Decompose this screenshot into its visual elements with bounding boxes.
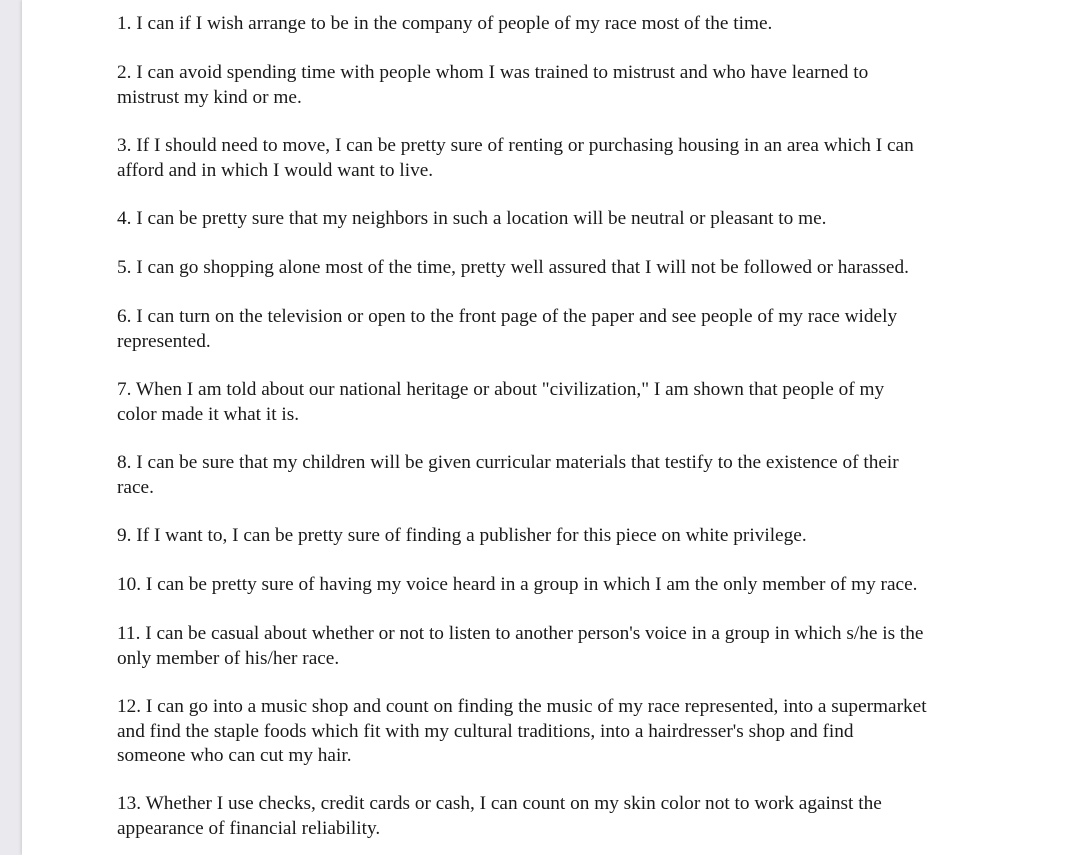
list-item-line: 11. I can be casual about whether or not to listen to another person's voice in a group in which s/he is the (117, 623, 924, 644)
list-item (117, 695, 1032, 769)
list-item (117, 305, 1032, 354)
list-item-line: only member of his/her race. (117, 647, 340, 669)
list-item (117, 12, 1032, 37)
list-item (117, 61, 1032, 110)
list-item-line: someone who can cut my hair. (117, 745, 352, 766)
list-item-line: 1. I can if I wish arrange to be in the company of people of my race most of the time. (117, 13, 773, 34)
list-item (117, 207, 1032, 232)
list-item-line: represented. (117, 330, 211, 352)
list-item (117, 134, 1032, 183)
list-item-line: 2. I can avoid spending time with people whom I was trained to mistrust and who have learned to (117, 62, 869, 83)
list-item-line: race. (117, 476, 154, 498)
list-item (117, 256, 1032, 281)
list-item (117, 378, 1032, 427)
list-item (117, 622, 1032, 671)
list-item-line: 9. If I want to, I can be pretty sure of finding a publisher for this piece on white privilege. (117, 525, 807, 546)
document-page (22, 0, 1073, 855)
list-item-line: appearance of financial reliability. (117, 817, 381, 839)
list-item-line: mistrust my kind or me. (117, 86, 302, 108)
list-item-line: 3. If I should need to move, I can be pretty sure of renting or purchasing housing in an area which I can (117, 135, 914, 156)
list-item-line: color made it what it is. (117, 403, 300, 425)
list-item-line: 13. Whether I use checks, credit cards or cash, I can count on my skin color not to work against the (117, 793, 882, 814)
list-item-line: 6. I can turn on the television or open to the front page of the paper and see people of my race widely (117, 306, 898, 327)
list-item-line: 4. I can be pretty sure that my neighbors in such a location will be neutral or pleasant to me. (117, 208, 827, 229)
list-item-line: 10. I can be pretty sure of having my voice heard in a group in which I am the only member of my race. (117, 574, 918, 595)
list-item (117, 792, 1032, 841)
list-item-line: and find the staple foods which fit with my cultural traditions, into a hairdresser's shop and find (117, 720, 854, 742)
list-item-line: 12. I can go into a music shop and count on finding the music of my race represented, into a supermarket (117, 696, 927, 717)
list-item (117, 524, 1032, 549)
list-item (117, 451, 1032, 500)
list-item-line: 5. I can go shopping alone most of the time, pretty well assured that I will not be followed or harassed. (117, 257, 909, 278)
list-item-line: afford and in which I would want to live. (117, 159, 434, 181)
list-item-line: 8. I can be sure that my children will be given curricular materials that testify to the existence of their (117, 452, 899, 473)
list-item (117, 573, 1032, 598)
list-item-line: 7. When I am told about our national heritage or about "civilization," I am shown that people of my (117, 379, 885, 400)
